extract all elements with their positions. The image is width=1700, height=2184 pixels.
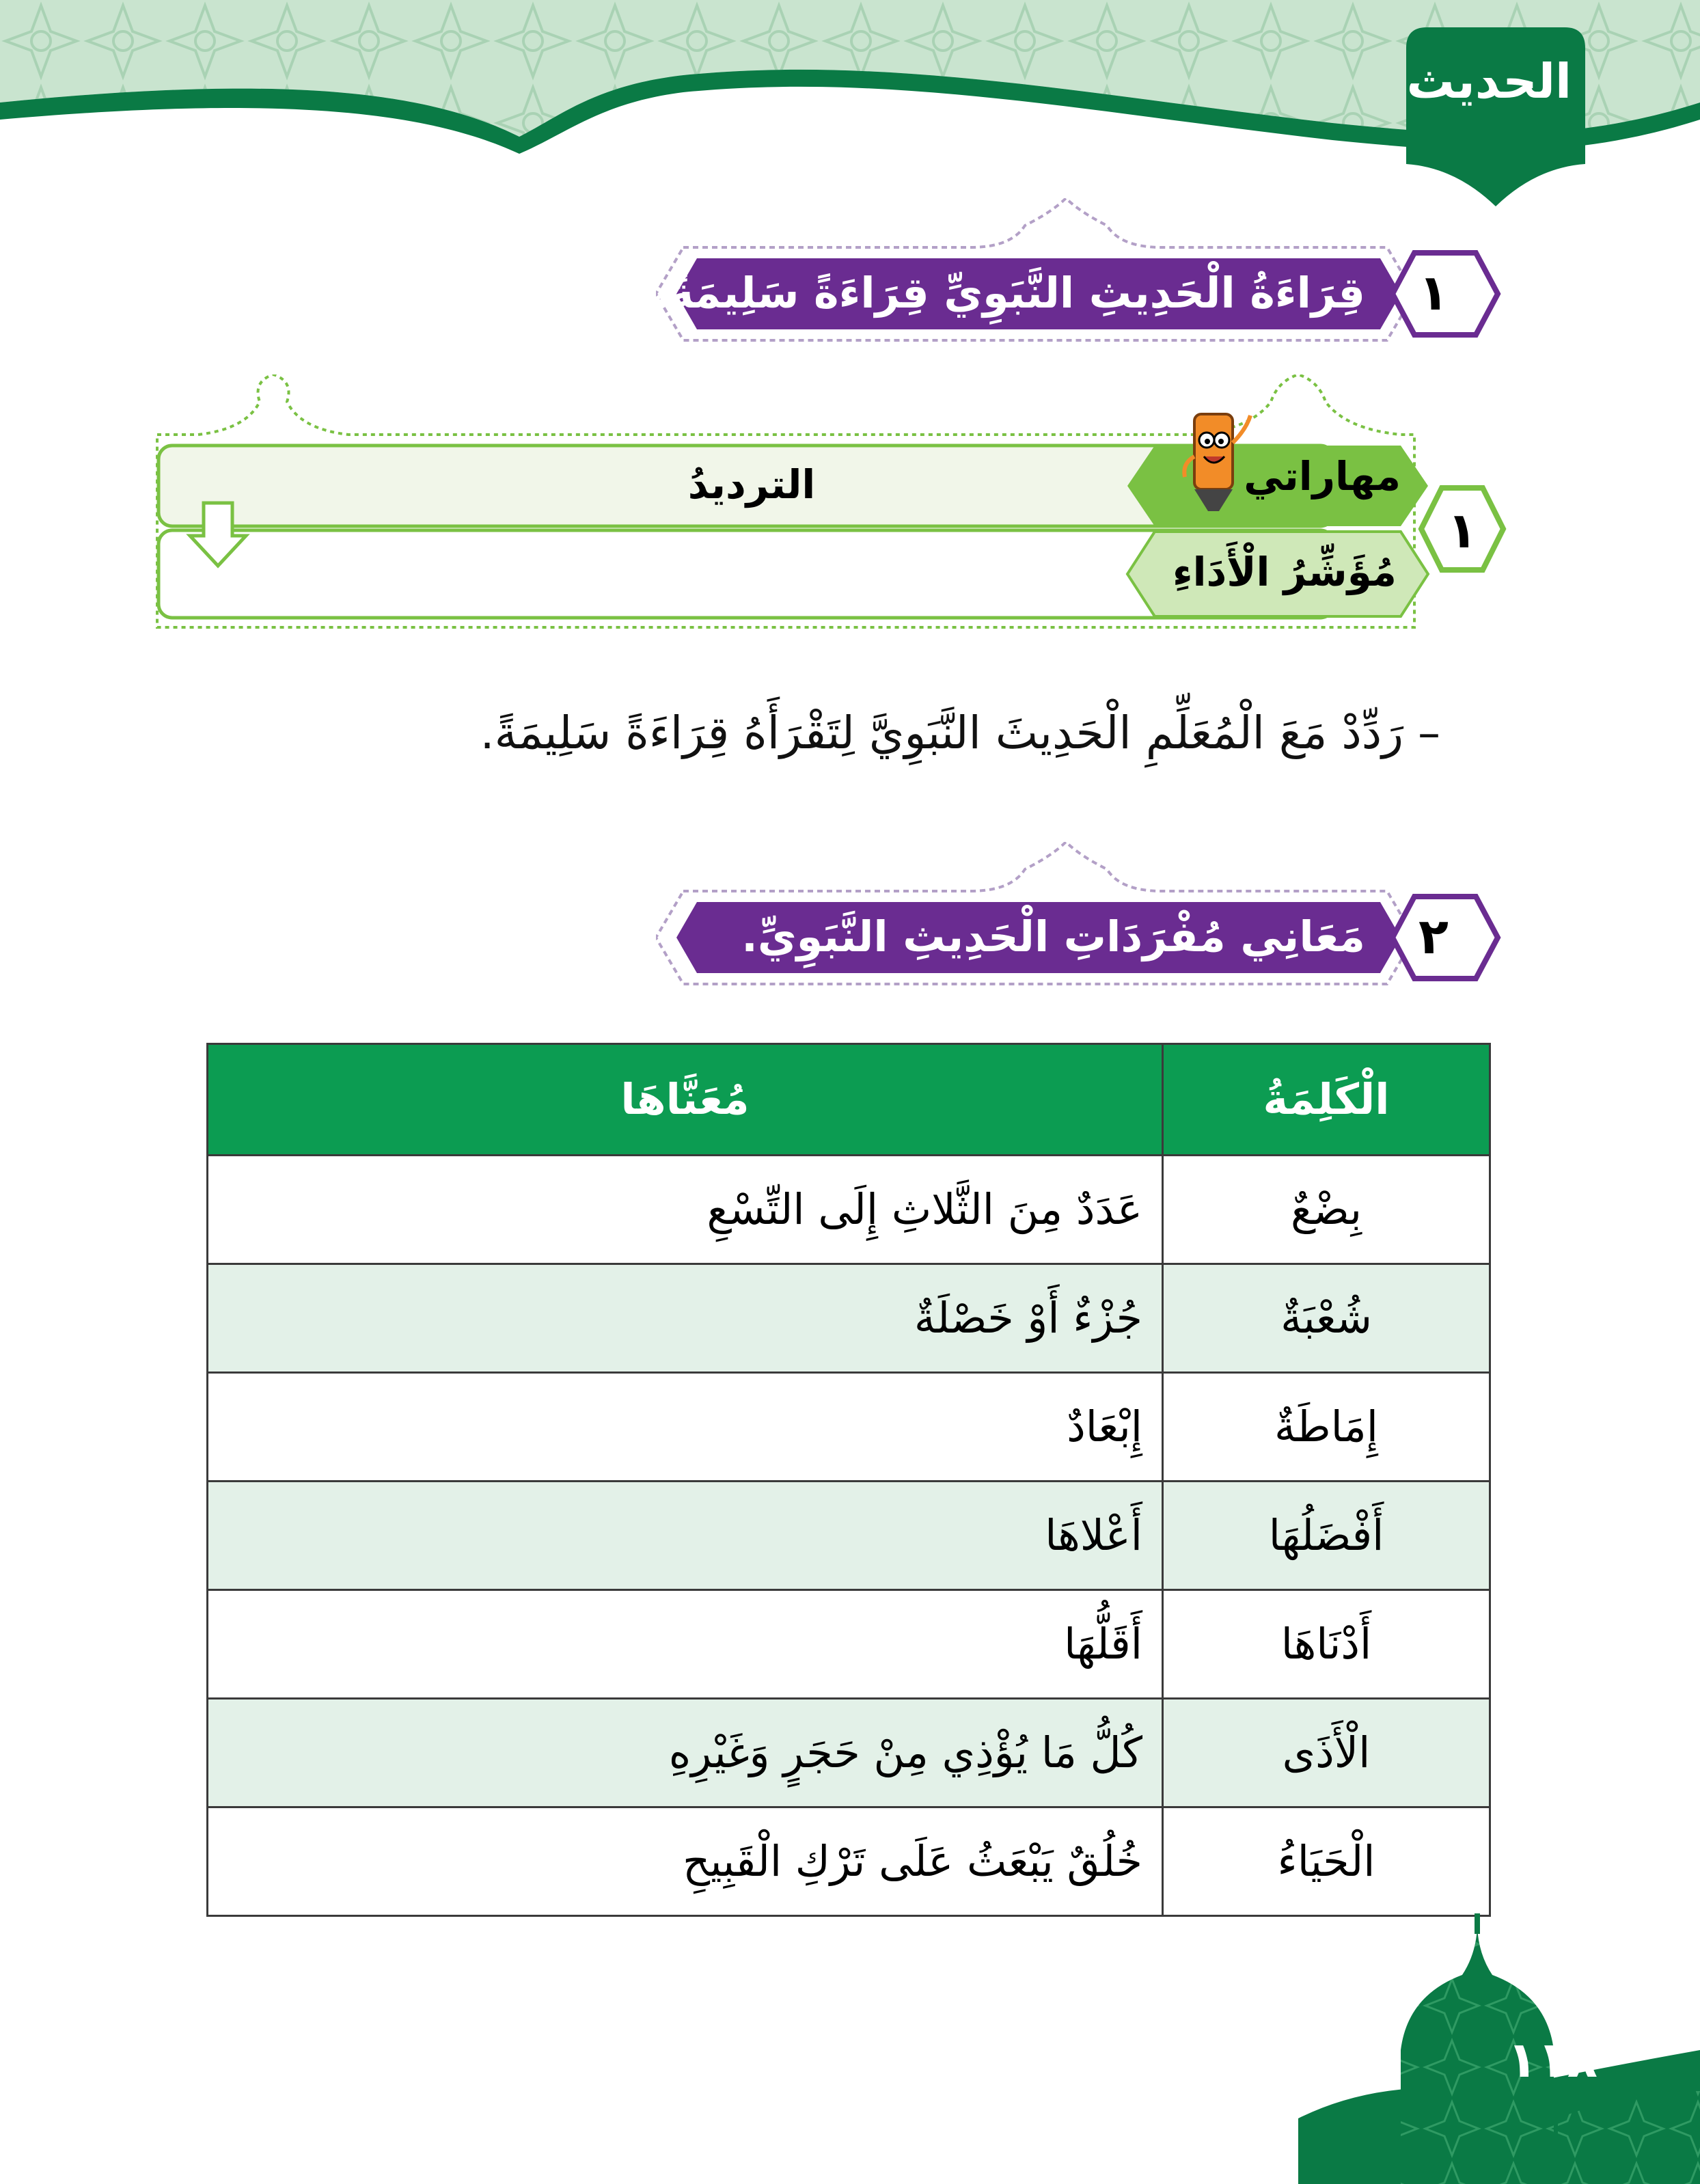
skills-box bbox=[143, 374, 1510, 634]
instruction-text: – رَدِّدْ مَعَ الْمُعَلِّمِ الْحَدِيثَ النَّبَوِيَّ لِتَقْرَأَهُ قِرَاءَةً سَلِيمَةً. bbox=[480, 707, 1440, 759]
meaning-cell: خُلُقٌ يَبْعَثُ عَلَى تَرْكِ الْقَبِيحِ bbox=[208, 1807, 1163, 1916]
bottom-dome-decoration bbox=[1298, 1913, 1700, 2184]
skills-number: ١ bbox=[1447, 502, 1477, 559]
word-cell: الْأَذَى bbox=[1163, 1699, 1490, 1807]
meaning-cell: أَقَلُّهَا bbox=[208, 1590, 1163, 1699]
word-cell: أَدْنَاهَا bbox=[1163, 1590, 1490, 1699]
header-meaning: مُعَنَّاهَا bbox=[208, 1044, 1163, 1156]
header-word: الْكَلِمَةُ bbox=[1163, 1044, 1490, 1156]
meaning-cell: جُزْءٌ أَوْ خَصْلَةٌ bbox=[208, 1264, 1163, 1373]
vocabulary-table bbox=[206, 1043, 1491, 1917]
word-cell: إِمَاطَةٌ bbox=[1163, 1373, 1490, 1482]
table-row bbox=[208, 1264, 1490, 1373]
meaning-cell: عَدَدٌ مِنَ الثَّلاثِ إِلَى التِّسْعِ bbox=[208, 1156, 1163, 1264]
meaning-cell: أَعْلاهَا bbox=[208, 1482, 1163, 1590]
indicator-label: مُؤَشِّرُ الْأَدَاءِ bbox=[1173, 549, 1397, 595]
section1-number: ١ bbox=[1418, 264, 1449, 321]
word-cell: أَفْضَلُهَا bbox=[1163, 1482, 1490, 1590]
table-row bbox=[208, 1699, 1490, 1807]
table-row bbox=[208, 1156, 1490, 1264]
word-cell: شُعْبَةٌ bbox=[1163, 1264, 1490, 1373]
table-row bbox=[208, 1807, 1490, 1916]
section2-title: مَعَانِي مُفْرَدَاتِ الْحَدِيثِ النَّبَوِيِّ. bbox=[741, 912, 1365, 961]
section2-number: ٢ bbox=[1418, 907, 1449, 965]
skill-value: الترديدُ bbox=[687, 461, 816, 508]
section1-title: قِرَاءَةُ الْحَدِيثِ النَّبَوِيِّ قِرَاءَةً سَلِيمَةً. bbox=[653, 268, 1365, 318]
page-number: ١١٨ bbox=[1507, 2031, 1598, 2088]
meaning-cell: إِبْعَادٌ bbox=[208, 1373, 1163, 1482]
table-row bbox=[208, 1373, 1490, 1482]
meaning-cell: كُلُّ مَا يُؤْذِي مِنْ حَجَرٍ وَغَيْرِهِ bbox=[208, 1699, 1163, 1807]
table-row bbox=[208, 1482, 1490, 1590]
table-header-row bbox=[208, 1044, 1490, 1156]
table-row bbox=[208, 1590, 1490, 1699]
word-cell: الْحَيَاءُ bbox=[1163, 1807, 1490, 1916]
chapter-title: الحديث bbox=[1406, 53, 1572, 109]
word-cell: بِضْعٌ bbox=[1163, 1156, 1490, 1264]
skill-label: مهاراتي bbox=[1244, 453, 1401, 500]
